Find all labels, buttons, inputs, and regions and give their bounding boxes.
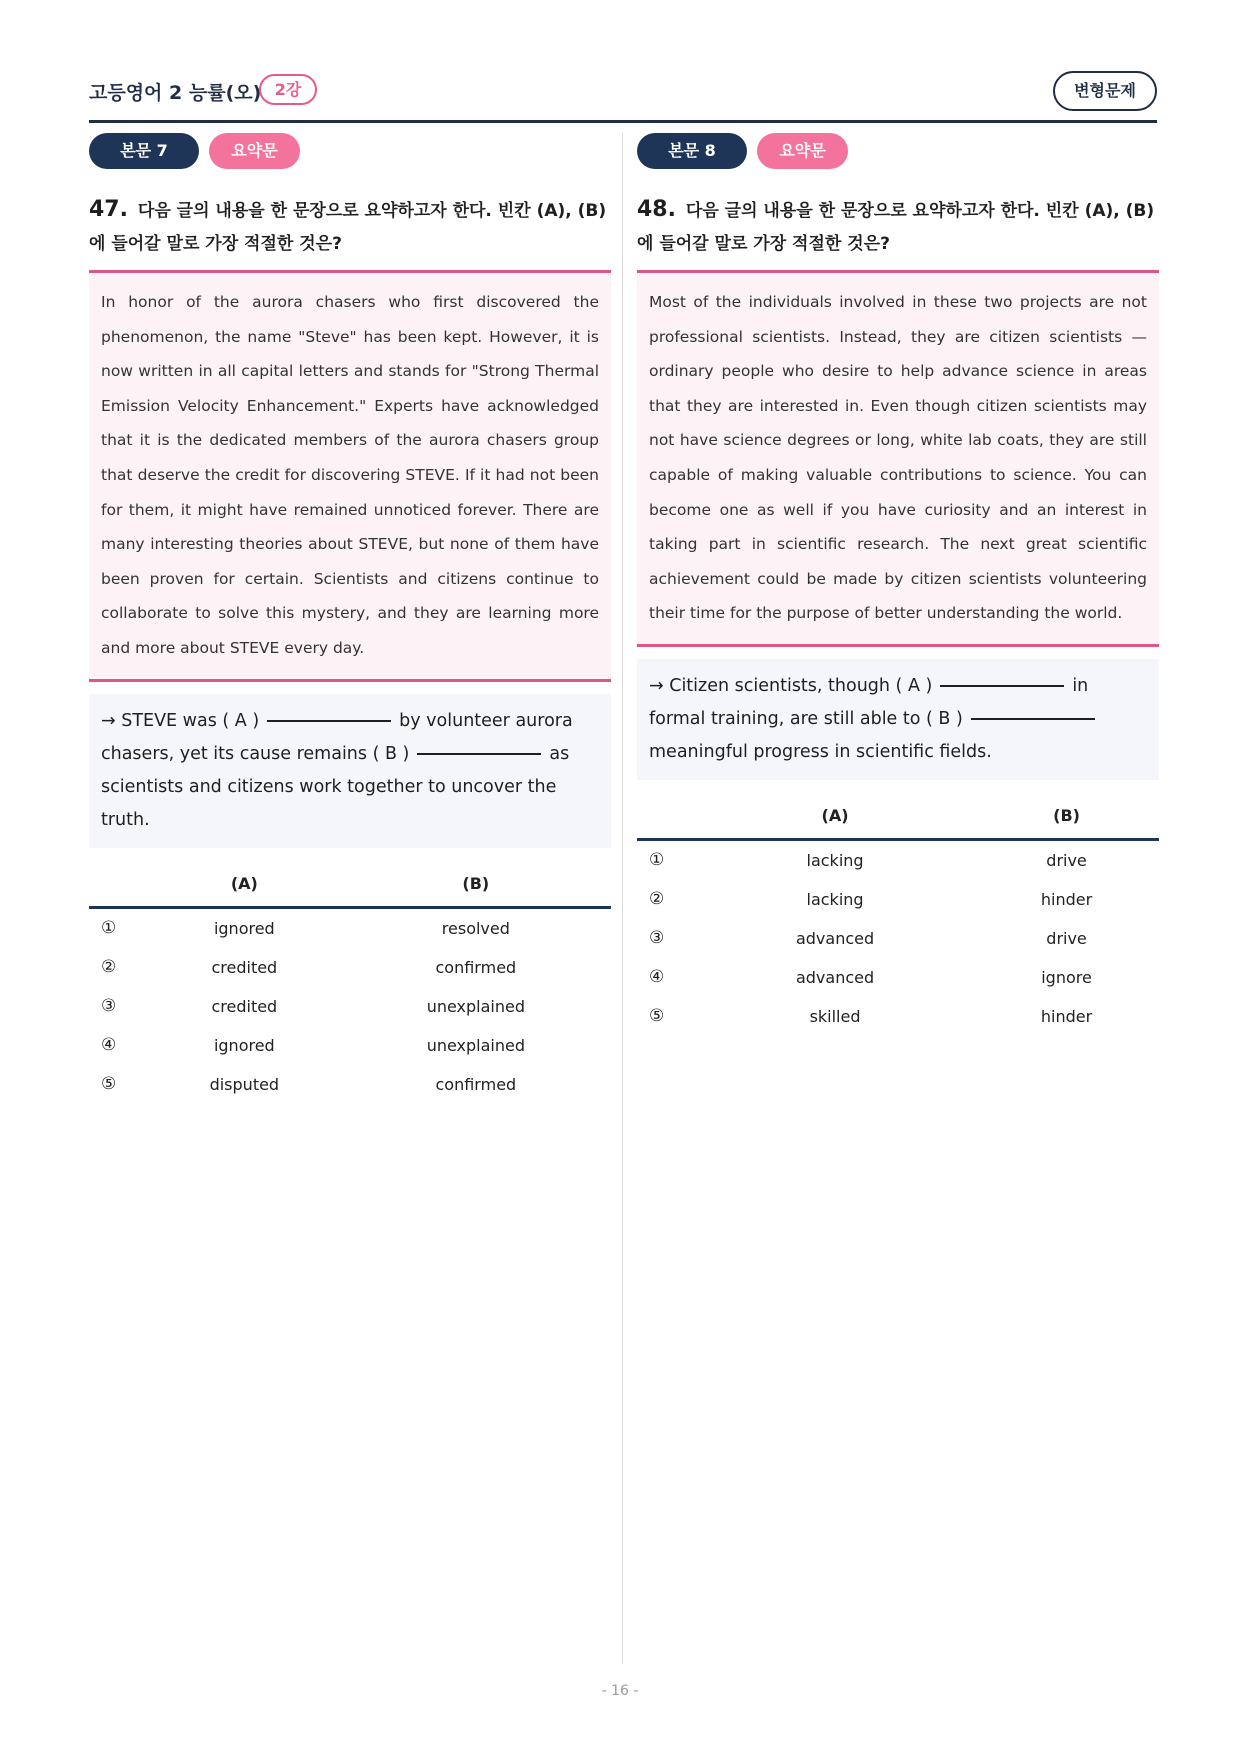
blank-b: [971, 718, 1095, 720]
choice-a: disputed: [209, 1074, 280, 1094]
table-row[interactable]: [637, 839, 1159, 880]
header-blank-cell: [637, 794, 696, 840]
passage-tag: 본문 7: [89, 133, 199, 169]
tag-row: [89, 133, 611, 169]
choice-number: ②: [649, 889, 665, 910]
choice-b: drive: [1046, 928, 1087, 948]
column-b-header: (B): [974, 794, 1159, 840]
page-number: - 16 -: [601, 1683, 639, 1699]
page-header: [89, 72, 1157, 123]
question-number: 48.: [637, 197, 676, 222]
choice-number: ⑤: [649, 1006, 665, 1027]
question-47-column: [89, 133, 611, 1104]
choice-number: ③: [649, 928, 665, 949]
question-48-column: [637, 133, 1159, 1036]
choice-a: lacking: [806, 850, 864, 870]
choice-b: ignore: [1041, 967, 1092, 987]
table-row[interactable]: [89, 1026, 611, 1065]
summary-tag: 요약문: [757, 133, 848, 169]
table-row[interactable]: [637, 997, 1159, 1036]
summary-part-3: as scientists and citizens work together to uncover the truth.: [101, 743, 570, 830]
table-row[interactable]: [89, 907, 611, 948]
summary-part-3: meaningful progress in scientific fields.: [649, 741, 992, 762]
choice-a: skilled: [809, 1006, 861, 1026]
choice-b: unexplained: [426, 996, 525, 1016]
column-a-header: (A): [148, 862, 341, 908]
choice-number: ⑤: [101, 1074, 117, 1095]
table-header-row: [637, 794, 1159, 840]
question-prompt: [89, 193, 611, 261]
question-number: 47.: [89, 197, 128, 222]
summary-part-2: by volunteer aurora chasers, yet its cause remains ( B ): [101, 710, 573, 764]
blank-a: [940, 685, 1064, 687]
book-title: 고등영어 2 능률(오): [89, 82, 262, 104]
column-b-header: (B): [341, 862, 611, 908]
table-row[interactable]: [89, 987, 611, 1026]
lesson-badge: 2강: [259, 74, 317, 105]
choice-b: unexplained: [426, 1035, 525, 1055]
choice-number: ③: [101, 996, 117, 1017]
summary-tag: 요약문: [209, 133, 300, 169]
blank-b: [417, 753, 541, 755]
table-row[interactable]: [89, 1065, 611, 1104]
choice-number: ②: [101, 957, 117, 978]
choice-b: confirmed: [435, 957, 517, 977]
column-a-header: (A): [696, 794, 974, 840]
table-row[interactable]: [637, 919, 1159, 958]
passage-tag: 본문 8: [637, 133, 747, 169]
choice-number: ①: [649, 850, 665, 871]
question-text: 다음 글의 내용을 한 문장으로 요약하고자 한다. 빈칸 (A), (B)에 들어갈 말로 가장 적절한 것은?: [637, 201, 1155, 254]
tag-row: [637, 133, 1159, 169]
blank-a: [267, 720, 391, 722]
choice-b: confirmed: [435, 1074, 517, 1094]
passage-box: In honor of the aurora chasers who first discovered the phenomenon, the name "Steve" has been kept. However, it is now written in all capital letters and stands for "Strong Thermal Emission Velocity Enhancement." Experts have acknowledged that it is the dedicated members of the aurora chasers group that deserve the credit for discovering STEVE. If it had not been for them, it might have remained unnoticed forever. There are many interesting theories about STEVE, but none of them have been proven for certain. Scientists and citizens continue to collaborate to solve this mystery, and they are learning more and more about STEVE every day.: [89, 270, 611, 682]
choice-a: credited: [211, 957, 278, 977]
summary-box: [637, 659, 1159, 780]
choice-b: hinder: [1040, 889, 1093, 909]
question-type-badge: 변형문제: [1053, 71, 1157, 111]
choice-a: ignored: [213, 1035, 275, 1055]
question-text: 다음 글의 내용을 한 문장으로 요약하고자 한다. 빈칸 (A), (B)에 들어갈 말로 가장 적절한 것은?: [89, 201, 607, 254]
choice-a: advanced: [795, 928, 875, 948]
choice-number: ④: [101, 1035, 117, 1056]
question-prompt: [637, 193, 1159, 261]
column-divider: [622, 132, 623, 1664]
summary-part-2: in formal training, are still able to ( B ): [649, 675, 1089, 729]
answer-choices-table: [89, 862, 611, 1104]
choice-a: advanced: [795, 967, 875, 987]
choice-b: drive: [1046, 850, 1087, 870]
choice-a: ignored: [213, 918, 275, 938]
choice-a: credited: [211, 996, 278, 1016]
choice-b: resolved: [441, 918, 510, 938]
choice-b: hinder: [1040, 1006, 1093, 1026]
passage-box: Most of the individuals involved in these two projects are not professional scientists. Instead, they are citizen scientists — ordinary people who desire to help advance science in areas that they are interested in. Even though citizen scientists may not have science degrees or long, white lab coats, they are still capable of making valuable contributions to science. You can become one as well if you have curiosity and an interest in taking part in scientific research. The next great scientific achievement could be made by citizen scientists volunteering their time for the purpose of better understanding the world.: [637, 270, 1159, 647]
table-header-row: [89, 862, 611, 908]
choice-number: ①: [101, 918, 117, 939]
answer-choices-table: [637, 794, 1159, 1036]
table-row[interactable]: [89, 948, 611, 987]
header-blank-cell: [89, 862, 148, 908]
summary-box: [89, 694, 611, 848]
table-row[interactable]: [637, 958, 1159, 997]
choice-a: lacking: [806, 889, 864, 909]
summary-part-1: → STEVE was ( A ): [101, 710, 260, 731]
table-row[interactable]: [637, 880, 1159, 919]
summary-part-1: → Citizen scientists, though ( A ): [649, 675, 933, 696]
choice-number: ④: [649, 967, 665, 988]
